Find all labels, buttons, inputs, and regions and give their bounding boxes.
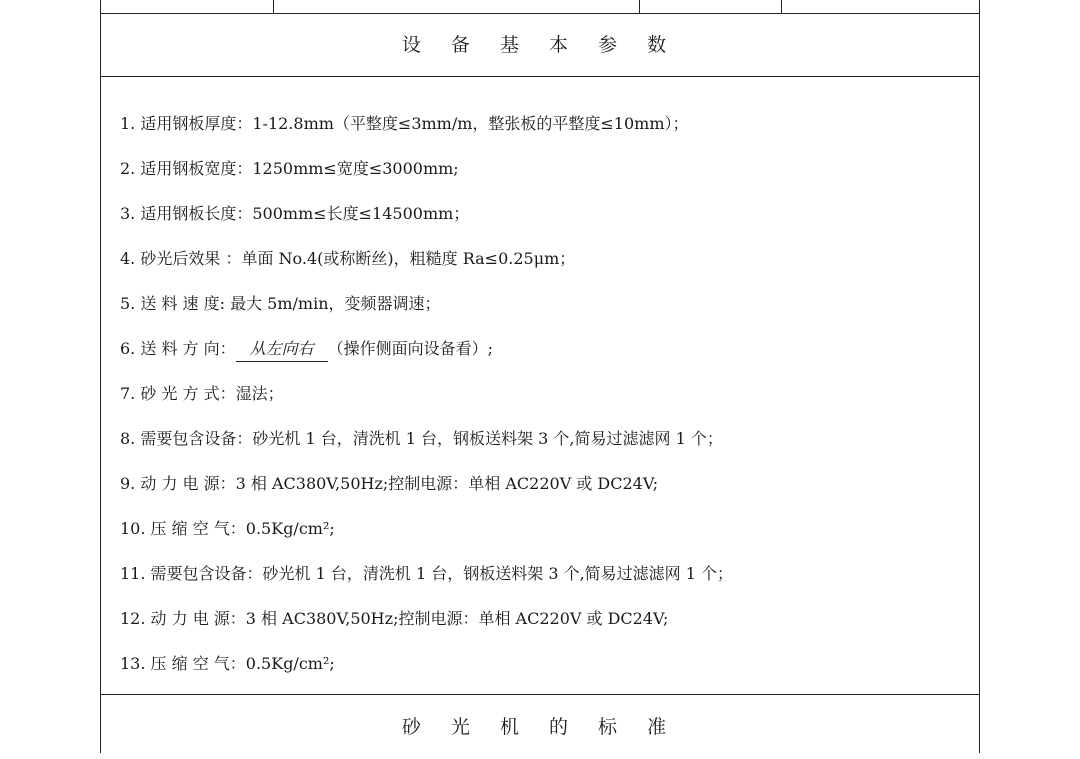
column-divider <box>781 0 782 13</box>
param-item: 1. 适用钢板厚度：1-12.8mm（平整度≤3mm/m，整张板的平整度≤10mm）； <box>120 114 689 133</box>
param-item: 3. 适用钢板长度：500mm≤长度≤14500mm； <box>120 204 470 223</box>
param-item: 8. 需要包含设备：砂光机 1 台，清洗机 1 台，钢板送料架 3 个,简易过滤滤网 1 个； <box>120 429 723 448</box>
column-divider <box>273 0 274 13</box>
column-divider <box>639 0 640 13</box>
standard-heading: 砂 光 机 的 标 准 <box>101 694 979 759</box>
parameter-table <box>100 0 980 753</box>
param-item: 7. 砂 光 方 式：湿法； <box>120 384 284 403</box>
param-item: 10. 压 缩 空 气：0.5Kg/cm²; <box>120 519 335 538</box>
param-item-feed-direction <box>120 337 493 361</box>
direction-value: 从左向右 <box>236 337 328 362</box>
param-item: 4. 砂光后效果 ：单面 No.4(或称断丝)，粗糙度 Ra≤0.25μm； <box>120 249 576 268</box>
param-label: 6. 送 料 方 向： <box>120 339 236 358</box>
param-item: 13. 压 缩 空 气：0.5Kg/cm²; <box>120 654 335 673</box>
previous-table-row <box>101 0 979 14</box>
param-item: 5. 送 料 速 度: 最大 5m/min，变频器调速； <box>120 294 441 313</box>
basic-params-heading: 设 备 基 本 参 数 <box>101 14 979 77</box>
param-item: 11. 需要包含设备：砂光机 1 台，清洗机 1 台，钢板送料架 3 个,简易过滤滤网 1 个； <box>120 564 734 583</box>
param-item: 9. 动 力 电 源：3 相 AC380V,50Hz;控制电源：单相 AC220V 或 DC24V; <box>120 474 659 493</box>
param-item: 2. 适用钢板宽度：1250mm≤宽度≤3000mm; <box>120 159 459 178</box>
direction-note: （操作侧面向设备看）; <box>327 339 494 358</box>
param-item: 12. 动 力 电 源：3 相 AC380V,50Hz;控制电源：单相 AC220V 或 DC24V; <box>120 609 669 628</box>
